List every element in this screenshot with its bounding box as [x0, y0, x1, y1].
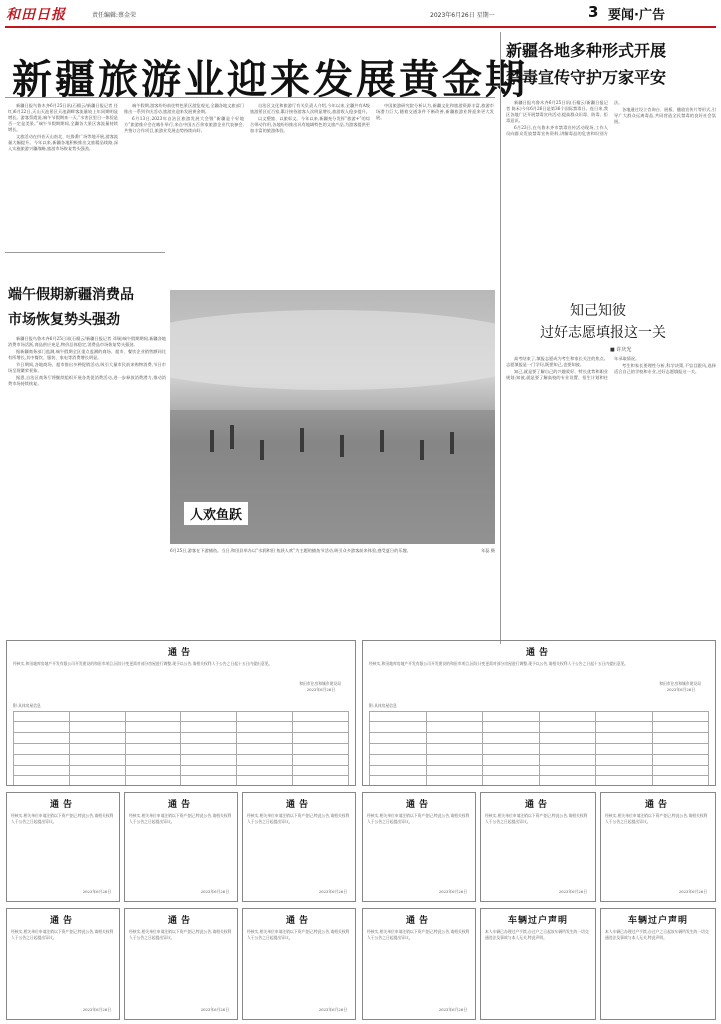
- lead-body-col-2: [124, 103, 244, 249]
- small-notice-title: 通告: [644, 800, 671, 810]
- small-notice-text: 经核实,相关单位申请注销以下资产登记,特此公告,请相关权利人于公告之日起提出异议。: [129, 813, 232, 824]
- right-story-paragraph: 各地通过设立咨询台、展板、播放宣传片等形式,引导广大群众远离毒品,共同营造全民禁毒的良好社会氛围。: [614, 107, 716, 124]
- right-story-paragraph: 6月23日,在乌鲁木齐市禁毒宣传活动现场,工作人员向群众发放禁毒宣传资料,讲解毒品的危害和识别方法。: [506, 100, 623, 136]
- small-notice: [600, 792, 716, 902]
- small-notice-text: 经核实,相关单位申请注销以下资产登记,特此公告,请相关权利人于公告之日起提出异议。: [485, 813, 588, 824]
- small-notice-title: 通告: [49, 800, 76, 810]
- small-notice: [6, 792, 120, 902]
- lead-body-col-1: [8, 103, 118, 249]
- small-notice: [242, 792, 356, 902]
- notice-table: [369, 711, 709, 786]
- right-divider: [500, 32, 501, 644]
- vehicle-notice-title: 车辆过户声明: [507, 916, 568, 926]
- small-notice-text: 经核实,相关单位申请注销以下资产登记,特此公告,请相关权利人于公告之日起提出异议。: [11, 929, 114, 940]
- small-notice-text: 经核实,相关单位申请注销以下资产登记,特此公告,请相关权利人于公告之日起提出异议。: [247, 929, 350, 940]
- lead-body-col-3: [250, 103, 370, 249]
- column-paragraph: 考生和家长要理性分析,科学决策,不盲目跟风,选择适合自己的学校和专业,过好志愿填报这一关。: [614, 363, 716, 374]
- lead-paragraph: 文旅活动在抖音天山南北、吐鲁番广场等地开展,游客流量大幅提升。今年以来,新疆各地积极推出文旅精品线路,深入实施旅游兴疆战略,旅游市场恢复势头强劲。: [8, 134, 118, 151]
- small-notice-date: 2023年6月26日: [200, 1007, 229, 1013]
- photo-caption-text: 6月25日,游客在下游捕鱼。当日,和田县举办以“水润和田 鱼跃人欢”为主题的捕鱼节活动,吸引众多游客前来体验,感受夏日的乐趣。: [170, 548, 411, 553]
- small-notice-title: 通告: [524, 800, 551, 810]
- lead-headline: 新疆旅游业迎来发展黄金期: [12, 56, 528, 103]
- column-author: ■ 许庆光: [610, 347, 632, 353]
- notice-table-title: 附:具体房屋信息: [369, 703, 397, 708]
- lead-paragraph: 以文塑旅、以旅彰文。今年以来,新疆充分发挥“旅游+”的综合带动作用,各地纷纷推出具有地域特色的文旅产品,为游客提供更加丰富的旅游体验。: [250, 116, 370, 133]
- small-notice-date: 2023年6月26日: [558, 889, 587, 895]
- small-notice-date: 2023年6月26日: [318, 1007, 347, 1013]
- notice-issuer: 和田市住房和城乡建设局: [299, 681, 341, 686]
- photo-caption: [170, 548, 495, 570]
- small-notice-text: 经核实,相关单位申请注销以下资产登记,特此公告,请相关权利人于公告之日起提出异议。: [367, 813, 470, 824]
- vehicle-notice-text: 本人车辆已办理过户手续,自过户之日起该车辆所发生的一切交通违法及事故与本人无关,特此声明。: [485, 929, 589, 940]
- notice-title: 通告: [167, 648, 194, 658]
- notice-text: 经核实,和田地库房地产开发有限公司开发建设的和田市项目,因设计变更需对部分房屋进行调整,现予以公告,请相关权利人于公告之日起十五日内提出意见。: [369, 661, 629, 666]
- small-notice-text: 经核实,相关单位申请注销以下资产登记,特此公告,请相关权利人于公告之日起提出异议。: [367, 929, 470, 940]
- vehicle-notice-text: 本人车辆已办理过户手续,自过户之日起该车辆所发生的一切交通违法及事故与本人无关,特此声明。: [605, 929, 709, 940]
- small-notice: [362, 908, 476, 1020]
- sub-story-paragraph: 新疆日报鸟鲁木齐6月25日讯(石榴云/新疆日报记者 邓瑞)端午假期期间,新疆各地消费市场活跃,商品供应充足,物价总体稳定,消费品市场恢复势头强劲。: [8, 336, 166, 347]
- small-notice: [362, 792, 476, 902]
- sub-story-divider: [5, 252, 165, 253]
- sub-story-headline-2: 市场恢复势头强劲: [8, 312, 120, 328]
- column-headline-2: 过好志愿填报这一关: [540, 325, 666, 341]
- small-notice-title: 通告: [405, 916, 432, 926]
- lead-paragraph: 新疆日报鸟鲁木齐6月25日讯(石榴云/新疆日报记者 任红)6月22日,天山天池景区天池湖畔客流量较上年同期明显增长。游客蔡霞说,端午节假期来一天,“水害区里日一体验是否一定是美景。”端午节假期期间,全疆各大景区客流量持续增长。: [8, 103, 118, 132]
- sub-story-paragraph: 据新疆商务部门监测,端午假期全区重点监测的商场、超市、餐饮企业销售额同比有所增长,其中餐饮、服装、家电等消费增长明显。: [8, 349, 166, 360]
- small-notice-title: 通告: [167, 800, 194, 810]
- small-notice-date: 2023年6月26日: [318, 889, 347, 895]
- lead-body-col-4: [376, 103, 494, 249]
- small-notice-title: 通告: [167, 916, 194, 926]
- vehicle-notice: [480, 908, 596, 1020]
- right-story-body: [506, 100, 716, 286]
- column-paragraph: 高考结束了,填报志愿成为考生和家长关注的焦点。志愿填报是一门学问,既要知己,也要知彼。: [506, 356, 608, 367]
- sub-story-paragraph: 据悉,自治区商务厅将继续组织开展各类促消费活动,进一步释放消费潜力,推动消费市场持续恢复。: [8, 375, 166, 386]
- small-notice-date: 2023年6月26日: [82, 889, 111, 895]
- small-notice-date: 2023年6月26日: [678, 889, 707, 895]
- small-notice-date: 2023年6月26日: [438, 1007, 467, 1013]
- vehicle-notice: [600, 908, 716, 1020]
- small-notice-date: 2023年6月26日: [200, 889, 229, 895]
- small-notice: [124, 908, 238, 1020]
- lead-paragraph: 6月13日,2023年自治区旅游发展大会暨“新疆是个好地方”旅游推介会在喀什举行,来自中国五百余家旅游企业代表参会,共签订合作项目,旅游业发展态势持续向好。: [124, 116, 244, 133]
- right-story-paragraph: 新疆日报鸟鲁木齐6月25日讯(石榴云/新疆日报记者 陈禾)今年6月26日是第36个国际禁毒日。连日来,我区各地广泛开展禁毒宣传活动,提高群众识毒、防毒、拒毒意识。: [506, 100, 608, 123]
- page-number: 3: [588, 3, 599, 21]
- photo-credit: 年蕊 摄: [481, 548, 495, 553]
- notice-table-title: 附:具体房屋信息: [13, 703, 41, 708]
- small-notice: [6, 908, 120, 1020]
- editor-credit: 责任编辑:蔡金荣: [92, 12, 137, 19]
- column-paragraph: 知己,就是要了解自己的兴趣爱好、特长优势和职业规划;知彼,就是要了解高校的专业设置、招生计划和往年录取情况。: [506, 356, 640, 380]
- sub-story-headline-1: 端午假期新疆消费品: [8, 287, 134, 303]
- small-notice-title: 通告: [49, 916, 76, 926]
- photo-caption-title: 人欢鱼跃: [184, 502, 248, 525]
- small-notice: [242, 908, 356, 1020]
- small-notice: [480, 792, 596, 902]
- small-notice-text: 经核实,相关单位申请注销以下资产登记,特此公告,请相关权利人于公告之日起提出异议。: [605, 813, 708, 824]
- small-notice-text: 经核实,相关单位申请注销以下资产登记,特此公告,请相关权利人于公告之日起提出异议。: [247, 813, 350, 824]
- right-story-headline-2: 禁毒宣传守护万家平安: [506, 68, 667, 87]
- small-notice-text: 经核实,相关单位申请注销以下资产登记,特此公告,请相关权利人于公告之日起提出异议。: [11, 813, 114, 824]
- notice-title: 通告: [525, 648, 552, 658]
- column-headline-1: 知己知彼: [570, 303, 626, 319]
- small-notice-title: 通告: [285, 916, 312, 926]
- notice-date: 2023年6月26日: [306, 687, 335, 692]
- notice-table: [13, 711, 349, 786]
- notice-issuer: 和田市住房和城乡建设局: [659, 681, 701, 686]
- issue-date: 2023年6月26日 星期一: [430, 12, 495, 19]
- section-title: 要闻·广告: [608, 8, 665, 23]
- right-story-headline-1: 新疆各地多种形式开展: [506, 41, 667, 60]
- news-photo: [170, 290, 495, 544]
- notice-right: [362, 640, 716, 786]
- lead-paragraph: 端午假期,游客纷纷前往特色景区游览观光,全疆各地文旅部门推出一系列节庆活动,旅游业迎来发展黄金期。: [124, 103, 244, 114]
- masthead-rule: [5, 26, 716, 28]
- lead-divider: [5, 97, 495, 98]
- small-notice-title: 通告: [405, 800, 432, 810]
- small-notice: [124, 792, 238, 902]
- sub-story-paragraph: 节日期间,各地商场、超市推出多种促销活动,吸引大量市民前来购物消费,节日市场呈现繁荣景象。: [8, 362, 166, 373]
- small-notice-title: 通告: [285, 800, 312, 810]
- sub-story-body: [8, 336, 166, 566]
- notice-text: 经核实,和田地库房地产开发有限公司开发建设的和田市项目,因设计变更需对部分房屋进行调整,现予以公告,请相关权利人于公告之日起十五日内提出意见。: [13, 661, 273, 666]
- column-body: [506, 356, 716, 640]
- lead-paragraph: 中国旅游研究院分析认为,新疆文化和旅游资源丰富,旅游市场潜力巨大,随着交通条件不断改善,新疆旅游业将迎来更大发展。: [376, 103, 494, 120]
- vehicle-notice-title: 车辆过户声明: [627, 916, 688, 926]
- notice-date: 2023年6月26日: [666, 687, 695, 692]
- small-notice-date: 2023年6月26日: [82, 1007, 111, 1013]
- notice-left: [6, 640, 356, 786]
- masthead-logo: 和田日报: [6, 7, 66, 23]
- small-notice-text: 经核实,相关单位申请注销以下资产登记,特此公告,请相关权利人于公告之日起提出异议。: [129, 929, 232, 940]
- small-notice-date: 2023年6月26日: [438, 889, 467, 895]
- lead-paragraph: 自治区文化和旅游厅有关负责人介绍,今年以来,全疆共有A级旅游景区近百家,累计接待游客人次明显增长,旅游收入稳步提升。: [250, 103, 370, 114]
